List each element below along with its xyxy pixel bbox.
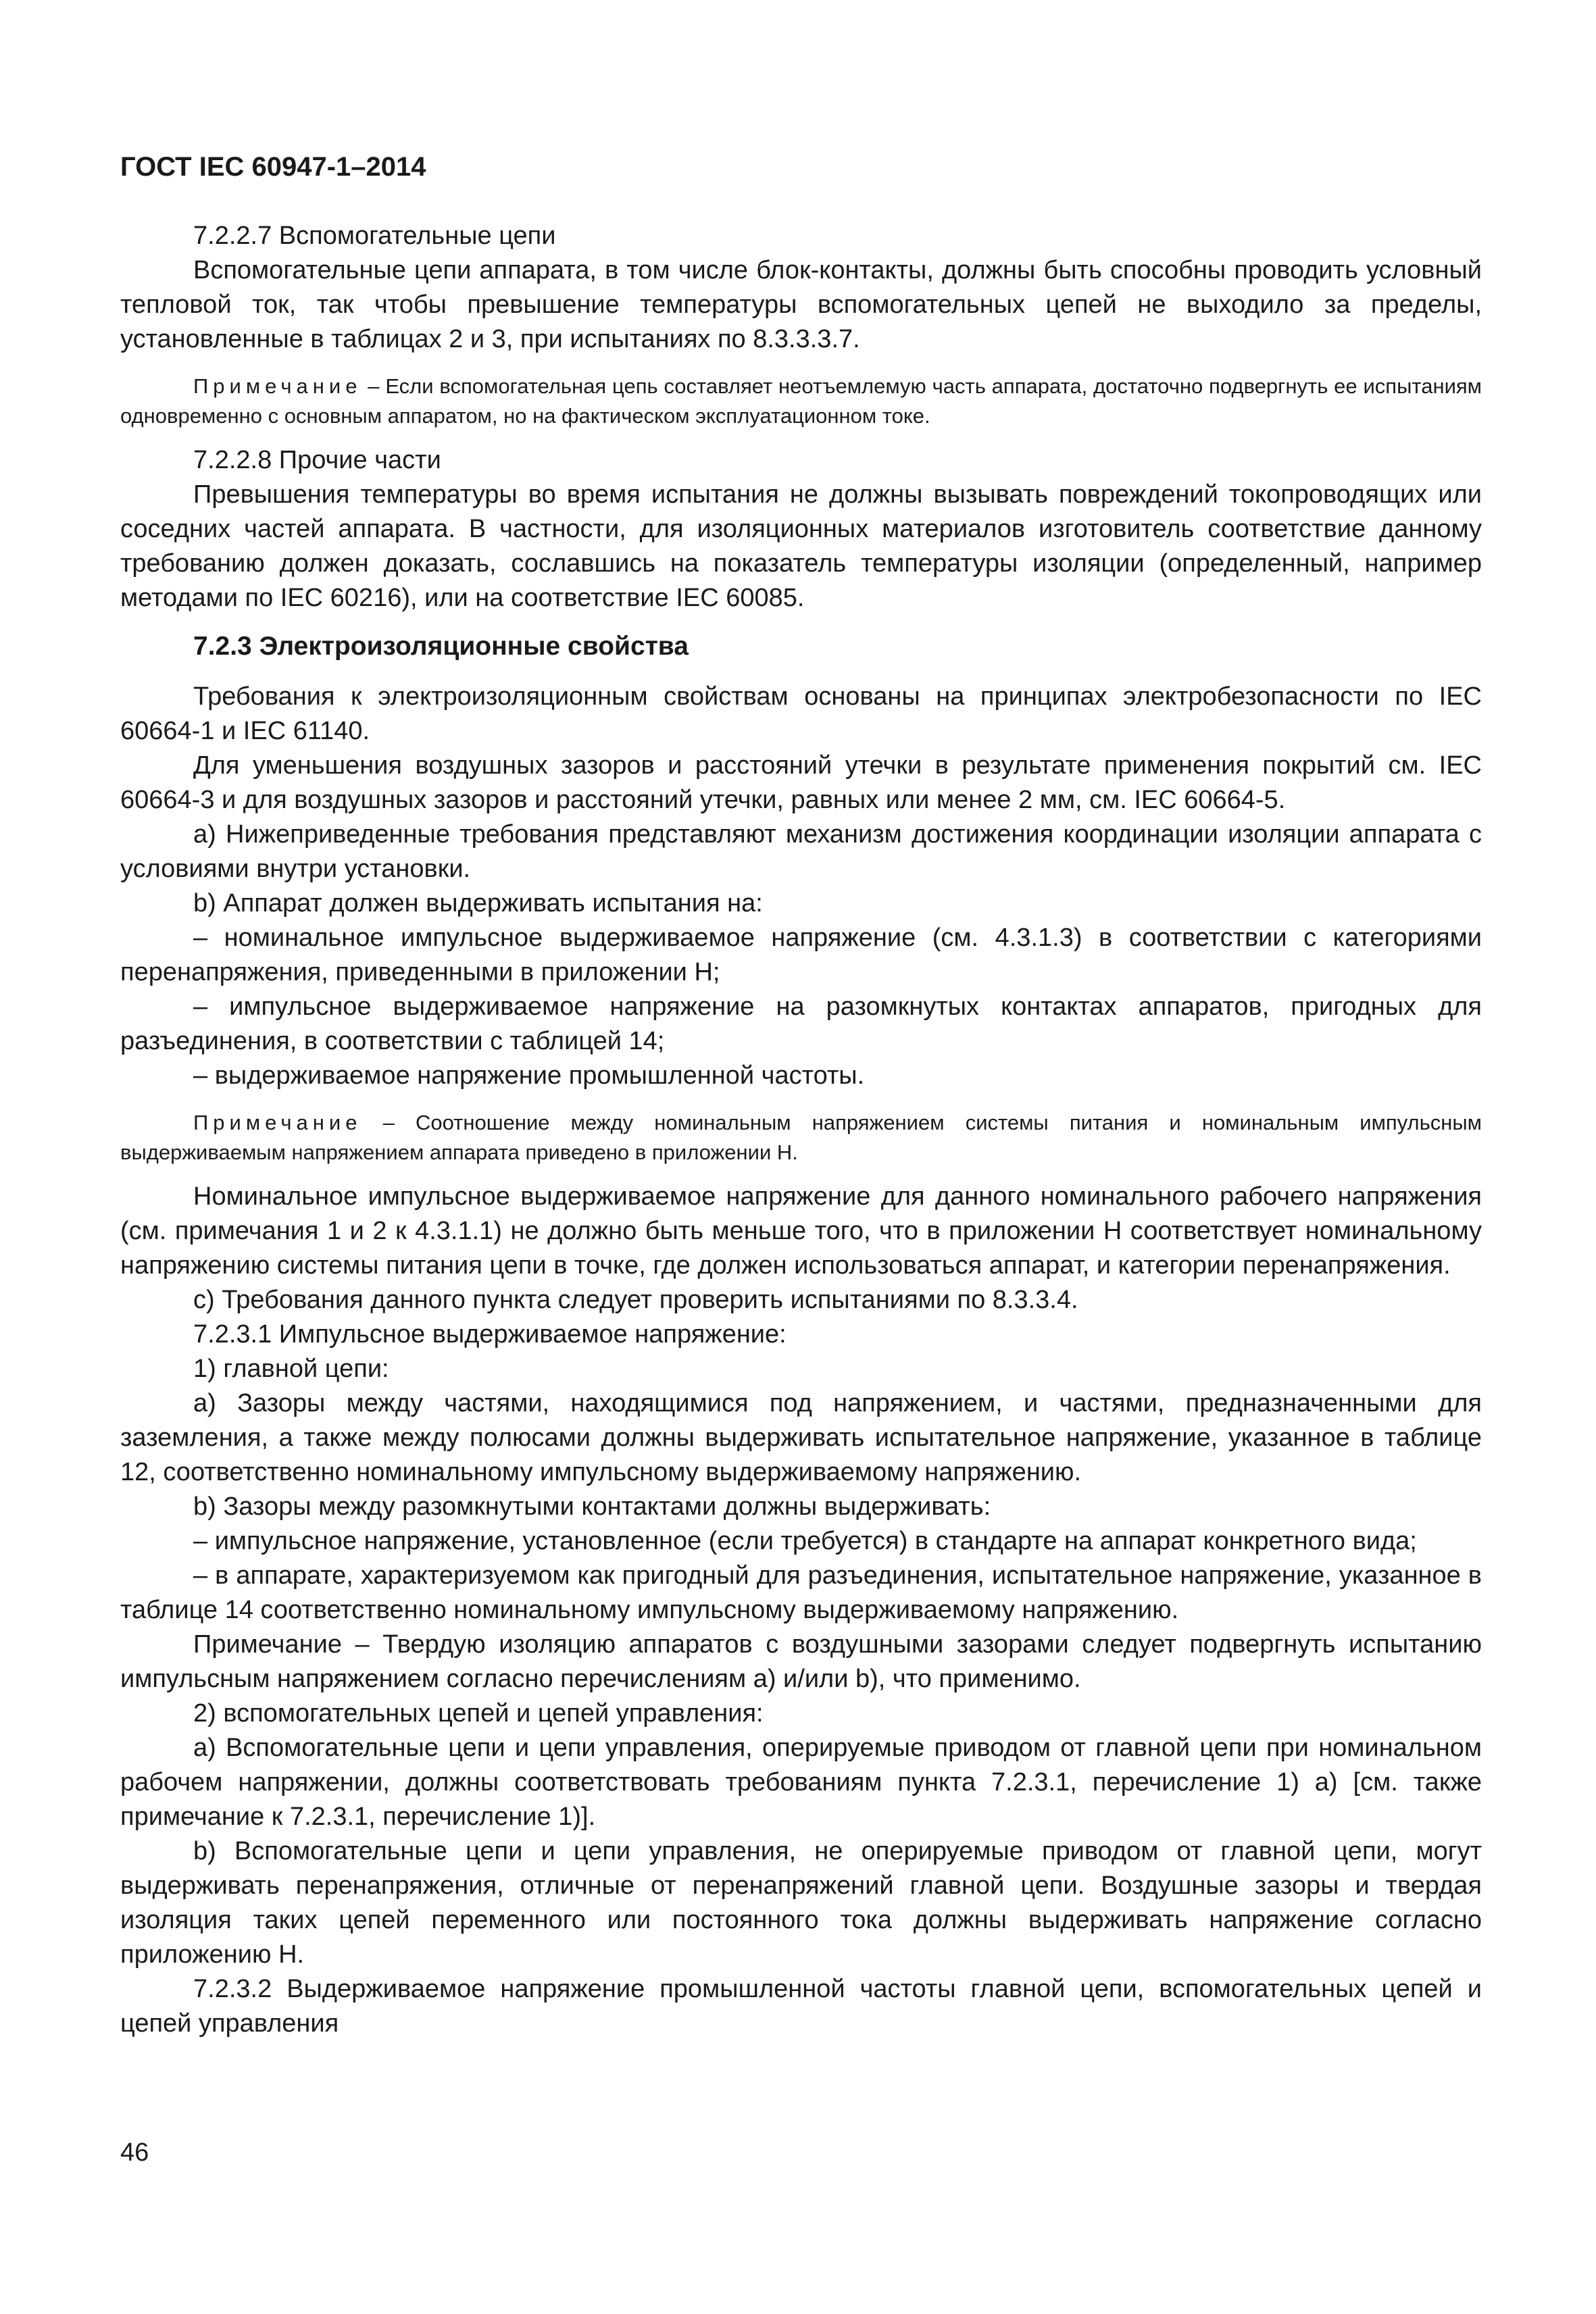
paragraph: Вспомогательные цепи аппарата, в том числе блок-контакты, должны быть способны проводить условный тепловой ток, так чтобы превышение температуры вспомогательных цепей не выходило за пределы, установленные в таблицах 2 и 3, при испытаниях по 8.3.3.3.7. — [120, 256, 1482, 353]
section-heading: 7.2.3 Электроизоляционные свойства — [193, 632, 689, 661]
paragraph: b) Аппарат должен выдерживать испытания на: — [193, 889, 763, 917]
document-page — [120, 150, 1482, 2041]
paragraph: – выдерживаемое напряжение промышленной частоты. — [193, 1061, 865, 1090]
paragraph: 2) вспомогательных цепей и цепей управления: — [193, 1699, 764, 1728]
document-header: ГОСТ IEC 60947-1–2014 — [120, 152, 426, 182]
paragraph: – в аппарате, характеризуемом как пригодный для разъединения, испытательное напряжение, указанное в таблице 14 соответственно номинальному импульсному выдерживаемому напряжению. — [120, 1561, 1482, 1624]
paragraph: a) Нижеприведенные требования представляют механизм достижения координации изоляции аппарата с условиями внутри установки. — [120, 820, 1482, 883]
paragraph: Для уменьшения воздушных зазоров и расстояний утечки в результате применения покрытий см. IEC 60664-3 и для воздушных зазоров и расстояний утечки, равных или менее 2 мм, см. IEC 60664-5. — [120, 751, 1482, 814]
paragraph: a) Зазоры между частями, находящимися под напряжением, и частями, предназначенными для заземления, а также между полюсами должны выдерживать испытательное напряжение, указанное в таблице 12, соответственно номинальному импульсному выдерживаемому напряжению. — [120, 1389, 1482, 1486]
paragraph: c) Требования данного пункта следует проверить испытаниями по 8.3.3.4. — [193, 1286, 1078, 1314]
paragraph: Превышения температуры во время испытания не должны вызывать повреждений токопроводящих или соседних частей аппарата. В частности, для изоляционных материалов изготовитель соответствие данному требованию должен доказать, сославшись на показатель температуры изоляции (определенный, например методами по IEC 60216), или на соответствие IEC 60085. — [120, 480, 1482, 612]
paragraph: – импульсное напряжение, установленное (если требуется) в стандарте на аппарат конкретного вида; — [193, 1527, 1417, 1555]
paragraph: – импульсное выдерживаемое напряжение на разомкнутых контактах аппаратов, пригодных для разъединения, в соответствии с таблицей 14; — [120, 992, 1482, 1055]
paragraph: – номинальное импульсное выдерживаемое напряжение (см. 4.3.1.3) в соответствии с категориями перенапряжения, приведенными в приложении Н; — [120, 924, 1482, 986]
paragraph: Требования к электроизоляционным свойствам основаны на принципах электробезопасности по IEC 60664-1 и IEC 61140. — [120, 682, 1482, 745]
paragraph: Примечание – Твердую изоляцию аппаратов с воздушными зазорами следует подвергнуть испытанию импульсным напряжением согласно перечислениям а) и/или b), что применимо. — [120, 1630, 1482, 1693]
note-prefix: Примечание — [193, 1111, 362, 1134]
paragraph: 7.2.2.7 Вспомогательные цепи — [193, 222, 556, 250]
paragraph: b) Вспомогательные цепи и цепи управления, не оперируемые приводом от главной цепи, могут выдерживать перенапряжения, отличные от перенапряжений главной цепи. Воздушные зазоры и твердая изоляция таких цепей переменного или постоянного тока должны выдерживать напряжение согласно приложению Н. — [120, 1837, 1482, 1969]
note-text: – Если вспомогательная цепь составляет неотъемлемую часть аппарата, достаточно подвергнуть ее испытаниям одновременно с основным аппаратом, но на фактическом эксплуатационном токе. — [120, 374, 1482, 428]
paragraph: a) Вспомогательные цепи и цепи управления, оперируемые приводом от главной цепи при номинальном рабочем напряжении, должны соответствовать требованиям пункта 7.2.3.1, перечисление 1) a) [см. также примечание к 7.2.3.1, перечисление 1)]. — [120, 1734, 1482, 1831]
page-number: 46 — [120, 2138, 149, 2167]
paragraph: 1) главной цепи: — [193, 1355, 389, 1383]
paragraph: 7.2.3.2 Выдерживаемое напряжение промышленной частоты главной цепи, вспомогательных цепей и цепей управления — [120, 1975, 1482, 2038]
note-text: – Соотношение между номинальным напряжением системы питания и номинальным импульсным выдерживаемым напряжением аппарата приведено в приложении Н. — [120, 1111, 1482, 1164]
paragraph: b) Зазоры между разомкнутыми контактами должны выдерживать: — [193, 1492, 991, 1521]
note — [120, 1108, 1482, 1167]
note — [120, 372, 1482, 431]
paragraph: 7.2.2.8 Прочие части — [193, 446, 441, 474]
paragraph: Номинальное импульсное выдерживаемое напряжение для данного номинального рабочего напряжения (см. примечания 1 и 2 к 4.3.1.1) не должно быть меньше того, что в приложении Н соответствует номинальному напряжению системы питания цепи в точке, где должен использоваться аппарат, и категории перенапряжения. — [120, 1182, 1482, 1280]
note-prefix: Примечание — [193, 374, 362, 398]
paragraph: 7.2.3.1 Импульсное выдерживаемое напряжение: — [193, 1320, 787, 1349]
